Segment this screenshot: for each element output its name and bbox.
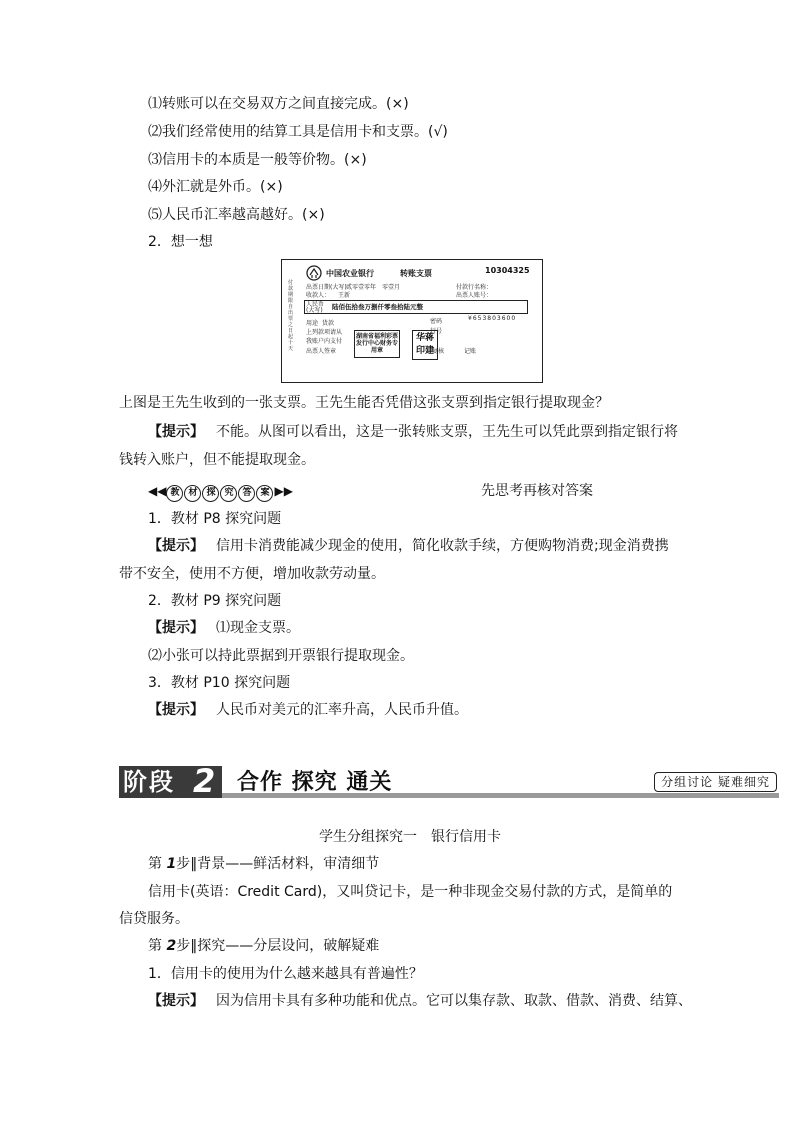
step-1-text: 步‖背景——鲜活材料，审清细节 <box>176 856 380 872</box>
background-line-1: 信用卡(英语：Credit Card)，又叫贷记卡，是一种非现金交易付款的方式，是简单的 <box>148 884 673 900</box>
judge-item-1: ⑴转账可以在交易双方之间直接完成。(×) <box>148 96 409 112</box>
answer-1-line-2: 带不安全，使用不方便，增加收款劳动量。 <box>119 566 385 582</box>
think-heading: 2．想一想 <box>148 234 213 250</box>
tag-chars <box>166 480 274 499</box>
answer-3-title: 3．教材 P10 探究问题 <box>148 675 291 691</box>
cheque-check-label: 复核 <box>432 348 445 355</box>
hint-text: 因为信用卡具有多种功能和优点。它可以集存款、取款、借款、消费、结算、 <box>216 993 692 1009</box>
think-question: 上图是王先生收到的一张支票。王先生能否凭借这张支票到指定银行提取现金？ <box>119 395 609 411</box>
stage-label-block <box>119 762 222 800</box>
think-hint-line-2: 钱转入账户，但不能提取现金。 <box>119 452 315 468</box>
tag-char: 案 <box>256 485 273 502</box>
judge-item-2: ⑵我们经常使用的结算工具是信用卡和支票。(√) <box>148 124 448 140</box>
question-1: 1．信用卡的使用为什么越来越具有普遍性？ <box>148 966 423 982</box>
question-1-hint <box>119 992 692 1010</box>
cheque-purpose-label: 用途 <box>306 320 319 327</box>
stage-side-label: 分组讨论 疑难细究 <box>654 772 777 792</box>
tag-right-arrows-icon: ▶▶ <box>274 484 293 498</box>
stage-number: 2 <box>193 762 216 800</box>
stage-word: 阶段 <box>123 768 175 796</box>
tag-char: 究 <box>220 485 237 502</box>
answer-2-title: 2．教材 P9 探究问题 <box>148 593 282 609</box>
cheque-side-text: 付款期限自出票之日起十天 <box>288 280 294 352</box>
stage-banner <box>119 762 779 800</box>
cheque-record-label: 记账 <box>464 348 477 355</box>
answer-tag <box>148 480 293 502</box>
tag-char: 材 <box>184 485 201 502</box>
cheque-number: 10304325 <box>485 266 530 275</box>
tag-left-arrows-icon: ◀◀ <box>148 484 167 498</box>
answer-1-title: 1．教材 P8 探究问题 <box>148 511 282 527</box>
tag-char: 答 <box>238 485 255 502</box>
cheque-amount-cn: 陆佰伍拾叁万捌仟零叁拾陆元整 <box>332 303 423 311</box>
cheque-line-2: 我账户内支付 <box>306 338 343 345</box>
step-1-number: 1 <box>166 856 177 872</box>
cheque-stamp-personal-bottom: 印建 <box>415 346 434 356</box>
judge-item-5: ⑸人民币汇率越高越好。(×) <box>148 207 325 223</box>
hint-text: 不能。从图可以看出，这是一张转账支票，王先生可以凭此票到指定银行将 <box>216 424 678 440</box>
answer-2-line-1 <box>119 619 300 637</box>
cheque-month: 零壹月 <box>382 284 401 291</box>
step-1-prefix: 第 <box>148 856 167 872</box>
stage-title: 合作 探究 通关 <box>237 769 393 795</box>
cheque-stamp-finance <box>354 330 400 358</box>
cheque-account-label: 出票人账号： <box>456 292 493 299</box>
hint-text: 信用卡消费能减少现金的使用，简化收款手续，方便购物消费;现金消费携 <box>216 538 669 554</box>
background-line-2: 信贷服务。 <box>119 911 189 927</box>
cheque-bank-name-label: 付款行名称： <box>456 284 493 291</box>
cheque-type: 转账支票 <box>400 269 432 278</box>
tag-char: 教 <box>166 485 183 502</box>
step-2-number: 2 <box>166 938 177 954</box>
hint-text: ⑴现金支票。 <box>216 620 300 636</box>
cheque-stamp-finance-text: 湖南省福利彩票发行中心财务专用章 <box>355 333 398 354</box>
cheque-amount-label-2: (大写) <box>306 307 323 314</box>
abc-bank-logo-icon <box>306 265 322 281</box>
hint-text: 人民币对美元的汇率升高，人民币升值。 <box>216 702 468 718</box>
step-1 <box>148 855 379 873</box>
answer-2-line-2: ⑵小张可以持此票据到开票银行提取现金。 <box>148 648 414 664</box>
cheque-line-1: 上列款项请从 <box>306 329 343 336</box>
think-hint-line-1 <box>119 423 678 441</box>
tag-char: 探 <box>202 485 219 502</box>
hint-label: 【提示】 <box>148 620 204 636</box>
cheque-amount-label: 人民币 <box>306 301 325 308</box>
cheque-date-label: 出票日期(大写) <box>306 284 347 291</box>
step-2-text: 步‖探究——分层设问，破解疑难 <box>176 938 380 954</box>
cheque-secret-label: 密码 <box>430 318 443 325</box>
answer-tag-note: 先思考再核对答案 <box>481 483 593 499</box>
answer-1-line-1 <box>119 537 669 555</box>
cheque-amount-num: ¥653803600 <box>468 315 517 322</box>
cheque-line-3: 出票人签章 <box>306 348 337 355</box>
hint-label: 【提示】 <box>148 538 204 554</box>
group-title: 学生分组探究一 银行信用卡 <box>319 829 501 845</box>
hint-label: 【提示】 <box>148 702 204 718</box>
cheque-purpose-value: 货款 <box>322 320 335 327</box>
hint-label: 【提示】 <box>148 993 204 1009</box>
cheque-bank-name: 中国农业银行 <box>326 269 374 278</box>
cheque-payee-value: 王新 <box>338 292 351 299</box>
judge-item-4: ⑷外汇就是外币。(×) <box>148 179 283 195</box>
cheque-row-label: 行号 <box>430 328 443 335</box>
cheque-payee-label: 收款人： <box>306 292 331 299</box>
step-2-prefix: 第 <box>148 938 167 954</box>
cheque-date-value: 贰零壹零年 <box>346 284 377 291</box>
judge-item-3: ⑶信用卡的本质是一般等价物。(×) <box>148 152 367 168</box>
cheque-image <box>281 259 543 383</box>
hint-label: 【提示】 <box>148 424 204 440</box>
step-2 <box>148 937 379 955</box>
cheque-stamp-personal-top: 华蒋 <box>415 333 434 343</box>
answer-3-line-1 <box>119 701 468 719</box>
